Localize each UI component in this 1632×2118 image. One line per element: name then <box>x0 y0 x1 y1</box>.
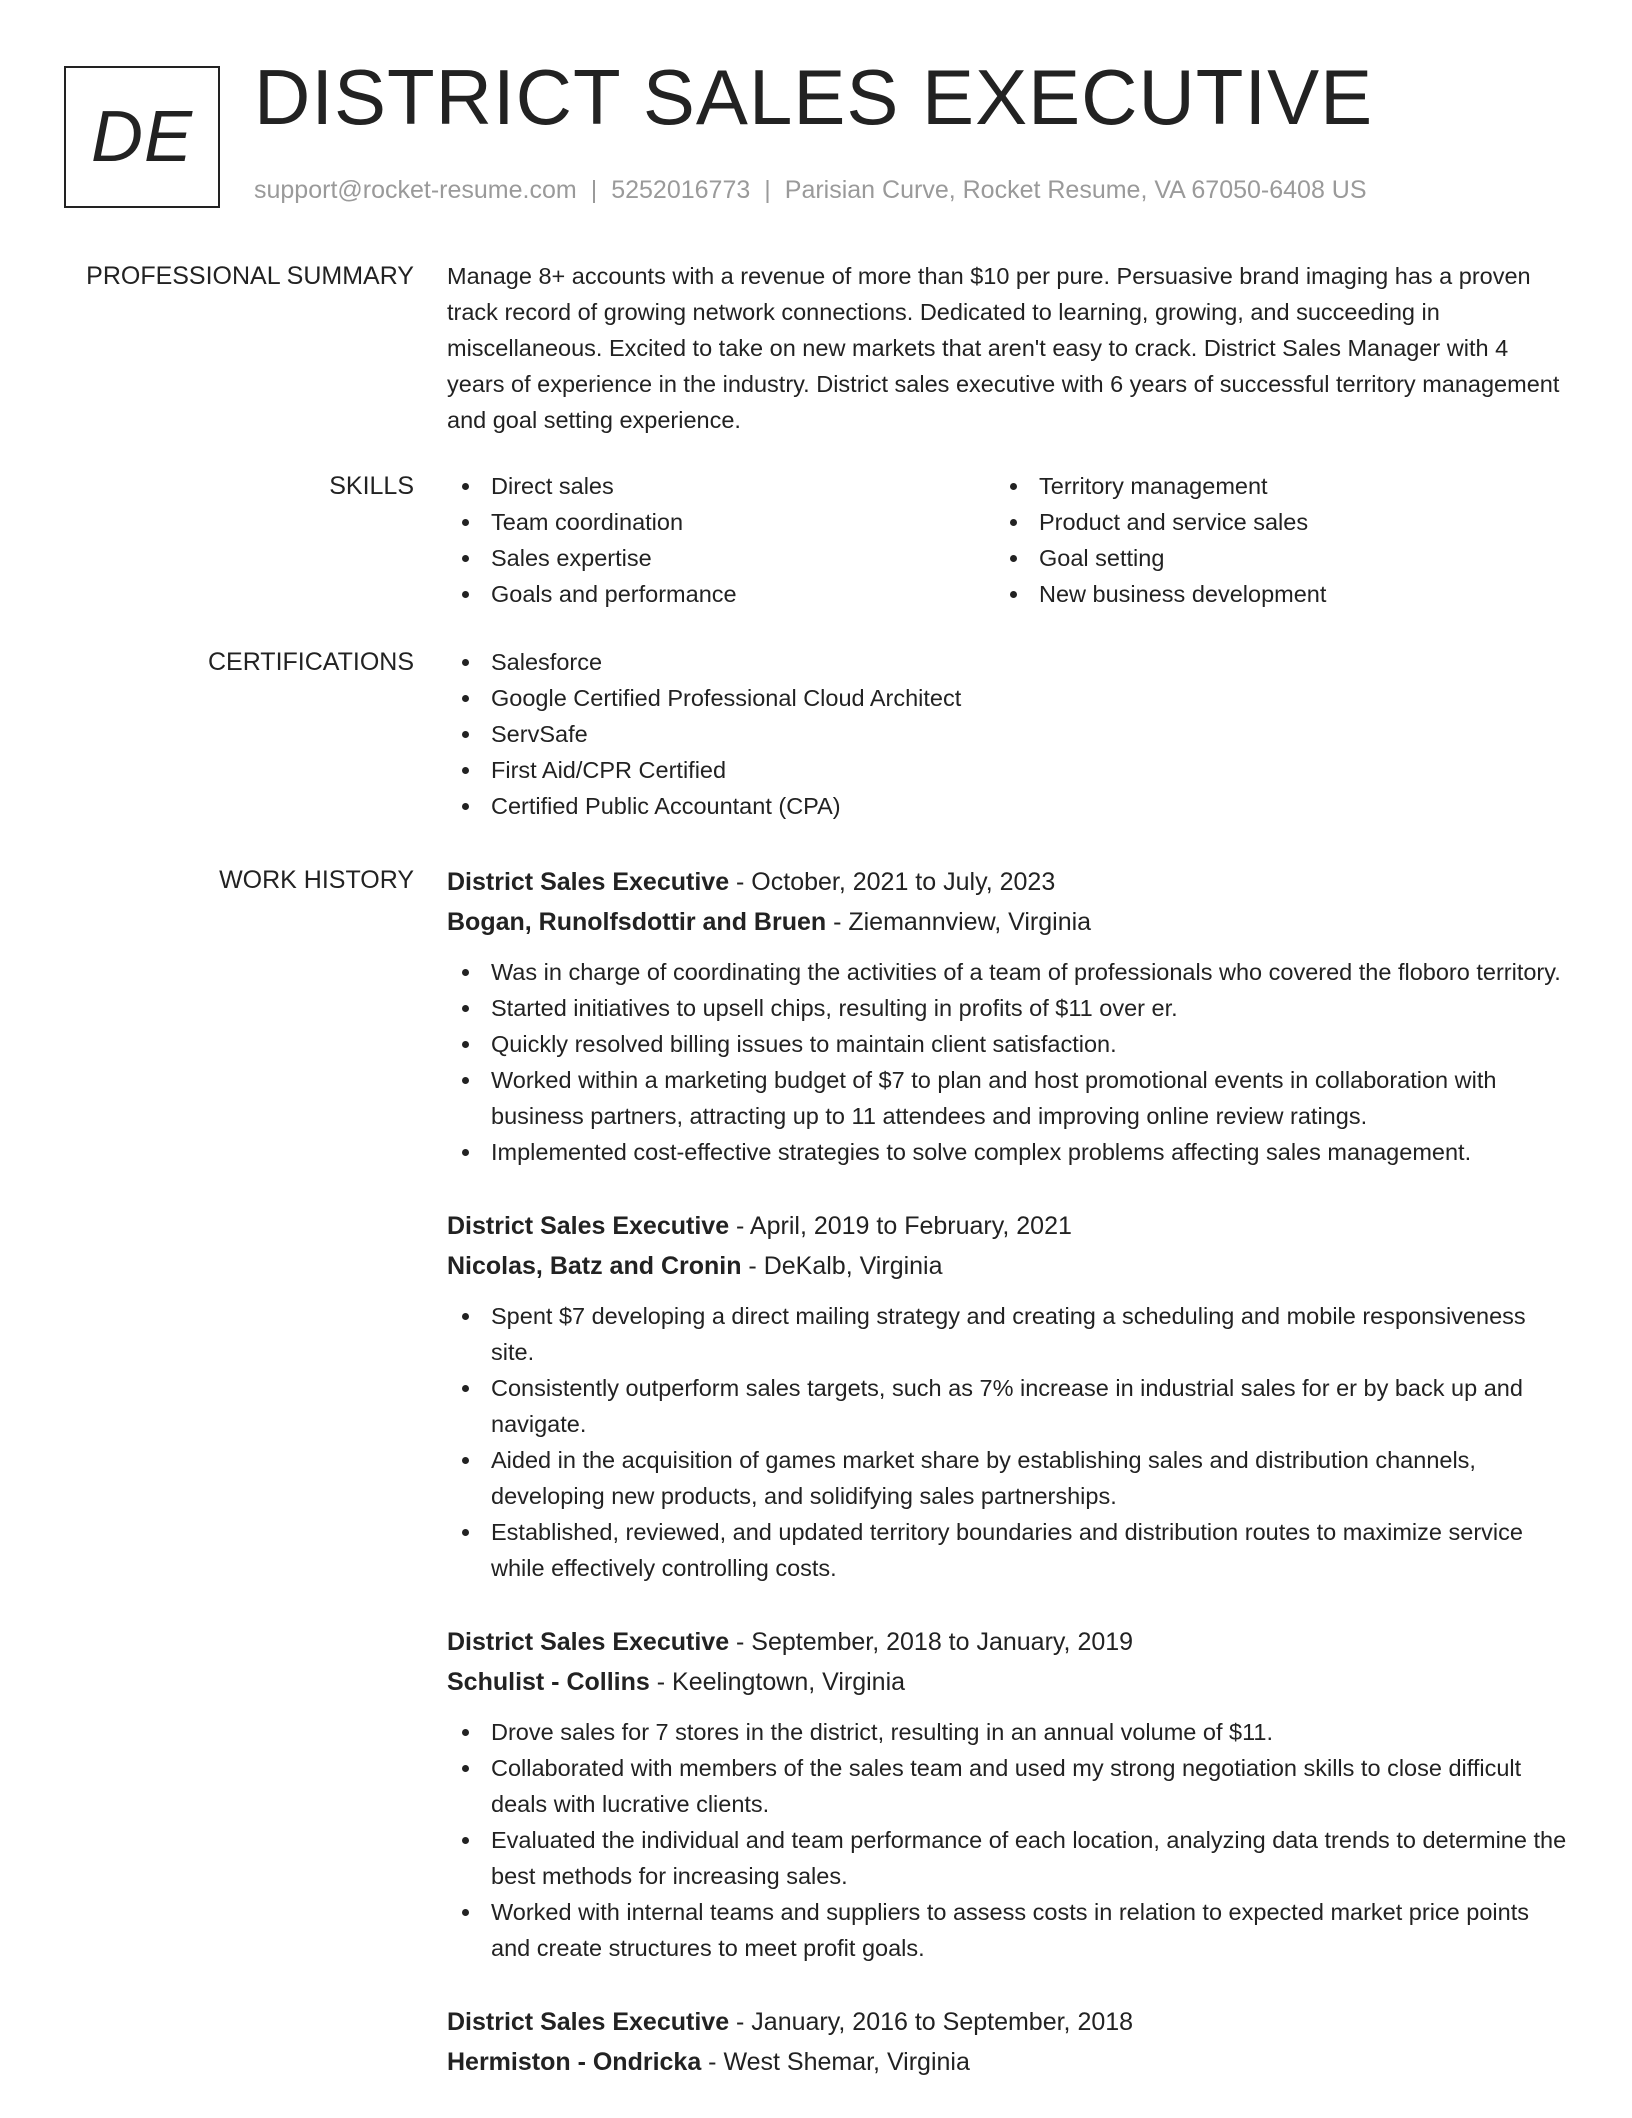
job-entry <box>447 1206 1567 1586</box>
certification-item: Salesforce <box>447 644 1567 680</box>
skill-item: Goals and performance <box>447 576 995 612</box>
page-title: DISTRICT SALES EXECUTIVE <box>254 53 1374 141</box>
job-company-line <box>447 1662 1567 1702</box>
job-company: Nicolas, Batz and Cronin <box>447 1252 742 1280</box>
job-location: - Ziemannview, Virginia <box>826 908 1092 936</box>
certification-item: First Aid/CPR Certified <box>447 752 1567 788</box>
job-bullet: Worked with internal teams and suppliers to assess costs in relation to expected market price points and create structures to meet profit goals. <box>447 1894 1567 1966</box>
job-bullet: Established, reviewed, and updated territory boundaries and distribution routes to maximize service while effectively controlling costs. <box>447 1514 1567 1586</box>
job-bullet: Was in charge of coordinating the activities of a team of professionals who covered the floboro territory. <box>447 954 1567 990</box>
skill-item: Product and service sales <box>995 504 1543 540</box>
job-company: Bogan, Runolfsdottir and Bruen <box>447 908 827 936</box>
skill-item: Team coordination <box>447 504 995 540</box>
job-bullet: Drove sales for 7 stores in the district, resulting in an annual volume of $11. <box>447 1714 1567 1750</box>
contact-separator: | <box>764 176 771 204</box>
job-bullet: Evaluated the individual and team performance of each location, analyzing data trends to determine the best methods for increasing sales. <box>447 1822 1567 1894</box>
job-company-line <box>447 2042 1567 2082</box>
job-dates: - January, 2016 to September, 2018 <box>729 2008 1134 2036</box>
job-bullet: Implemented cost-effective strategies to solve complex problems affecting sales management. <box>447 1134 1567 1170</box>
job-company: Hermiston - Ondricka <box>447 2048 702 2076</box>
job-title-line <box>447 1622 1567 1662</box>
work-history-label: WORK HISTORY <box>219 866 414 894</box>
skill-item: New business development <box>995 576 1543 612</box>
job-bullets <box>447 1714 1567 1966</box>
job-title-line <box>447 2002 1567 2042</box>
work-history-body <box>447 862 1567 2118</box>
skill-item: Goal setting <box>995 540 1543 576</box>
contact-line <box>254 176 1367 205</box>
job-title-line <box>447 862 1567 902</box>
contact-phone: 5252016773 <box>611 176 751 204</box>
skills-label: SKILLS <box>329 472 414 500</box>
job-title-line <box>447 1206 1567 1246</box>
job-entry <box>447 862 1567 1170</box>
skills-list-right <box>995 468 1543 612</box>
job-bullet: Spent $7 developing a direct mailing strategy and creating a scheduling and mobile responsiveness site. <box>447 1298 1567 1370</box>
job-bullets <box>447 1298 1567 1586</box>
certification-item: Google Certified Professional Cloud Architect <box>447 680 1567 716</box>
job-entry <box>447 2002 1567 2082</box>
job-company: Schulist - Collins <box>447 1668 650 1696</box>
job-dates: - October, 2021 to July, 2023 <box>729 868 1056 896</box>
certifications-label: CERTIFICATIONS <box>207 648 414 676</box>
job-company-line <box>447 902 1567 942</box>
job-title: District Sales Executive <box>447 868 730 896</box>
job-company-line <box>447 1246 1567 1286</box>
job-bullet: Quickly resolved billing issues to maintain client satisfaction. <box>447 1026 1567 1062</box>
certifications-body <box>447 644 1567 824</box>
job-location: - Keelingtown, Virginia <box>649 1668 906 1696</box>
certification-item: Certified Public Accountant (CPA) <box>447 788 1567 824</box>
job-title: District Sales Executive <box>447 1628 730 1656</box>
skill-item: Territory management <box>995 468 1543 504</box>
certification-item: ServSafe <box>447 716 1567 752</box>
certifications-list <box>447 644 1567 824</box>
summary-label: PROFESSIONAL SUMMARY <box>86 262 414 290</box>
contact-separator: | <box>590 176 598 204</box>
summary-text: Manage 8+ accounts with a revenue of more than $10 per pure. Persuasive brand imaging has a proven track record of growing network connections. Dedicated to learning, growing, and succeeding in miscellaneous. Excited to take on new markets that aren't easy to crack. District Sales Manager with 4 years of experience in the industry. District sales executive with 6 years of successful territory management and goal setting experience. <box>447 263 1560 433</box>
skill-item: Direct sales <box>447 468 995 504</box>
job-bullet: Collaborated with members of the sales team and used my strong negotiation skills to close difficult deals with lucrative clients. <box>447 1750 1567 1822</box>
job-bullet: Started initiatives to upsell chips, resulting in profits of $11 over er. <box>447 990 1567 1026</box>
job-bullet: Consistently outperform sales targets, such as 7% increase in industrial sales for er by back up and navigate. <box>447 1370 1567 1442</box>
job-dates: - September, 2018 to January, 2019 <box>729 1628 1134 1656</box>
job-bullets <box>447 954 1567 1170</box>
job-title: District Sales Executive <box>447 1212 730 1240</box>
job-entry <box>447 1622 1567 1966</box>
job-title: District Sales Executive <box>447 2008 730 2036</box>
contact-email: support@rocket-resume.com <box>254 176 577 204</box>
monogram-badge: DE <box>64 66 220 208</box>
job-dates: - April, 2019 to February, 2021 <box>729 1212 1072 1240</box>
skills-list-left <box>447 468 995 612</box>
summary-body <box>447 258 1567 438</box>
job-location: - West Shemar, Virginia <box>701 2048 970 2076</box>
job-bullet: Worked within a marketing budget of $7 to plan and host promotional events in collaboration with business partners, attracting up to 11 attendees and improving online review ratings. <box>447 1062 1567 1134</box>
skill-item: Sales expertise <box>447 540 995 576</box>
job-location: - DeKalb, Virginia <box>741 1252 943 1280</box>
contact-address: Parisian Curve, Rocket Resume, VA 67050-6408 US <box>784 176 1367 204</box>
job-bullet: Aided in the acquisition of games market share by establishing sales and distribution channels, developing new products, and solidifying sales partnerships. <box>447 1442 1567 1514</box>
skills-grid <box>447 468 1567 612</box>
